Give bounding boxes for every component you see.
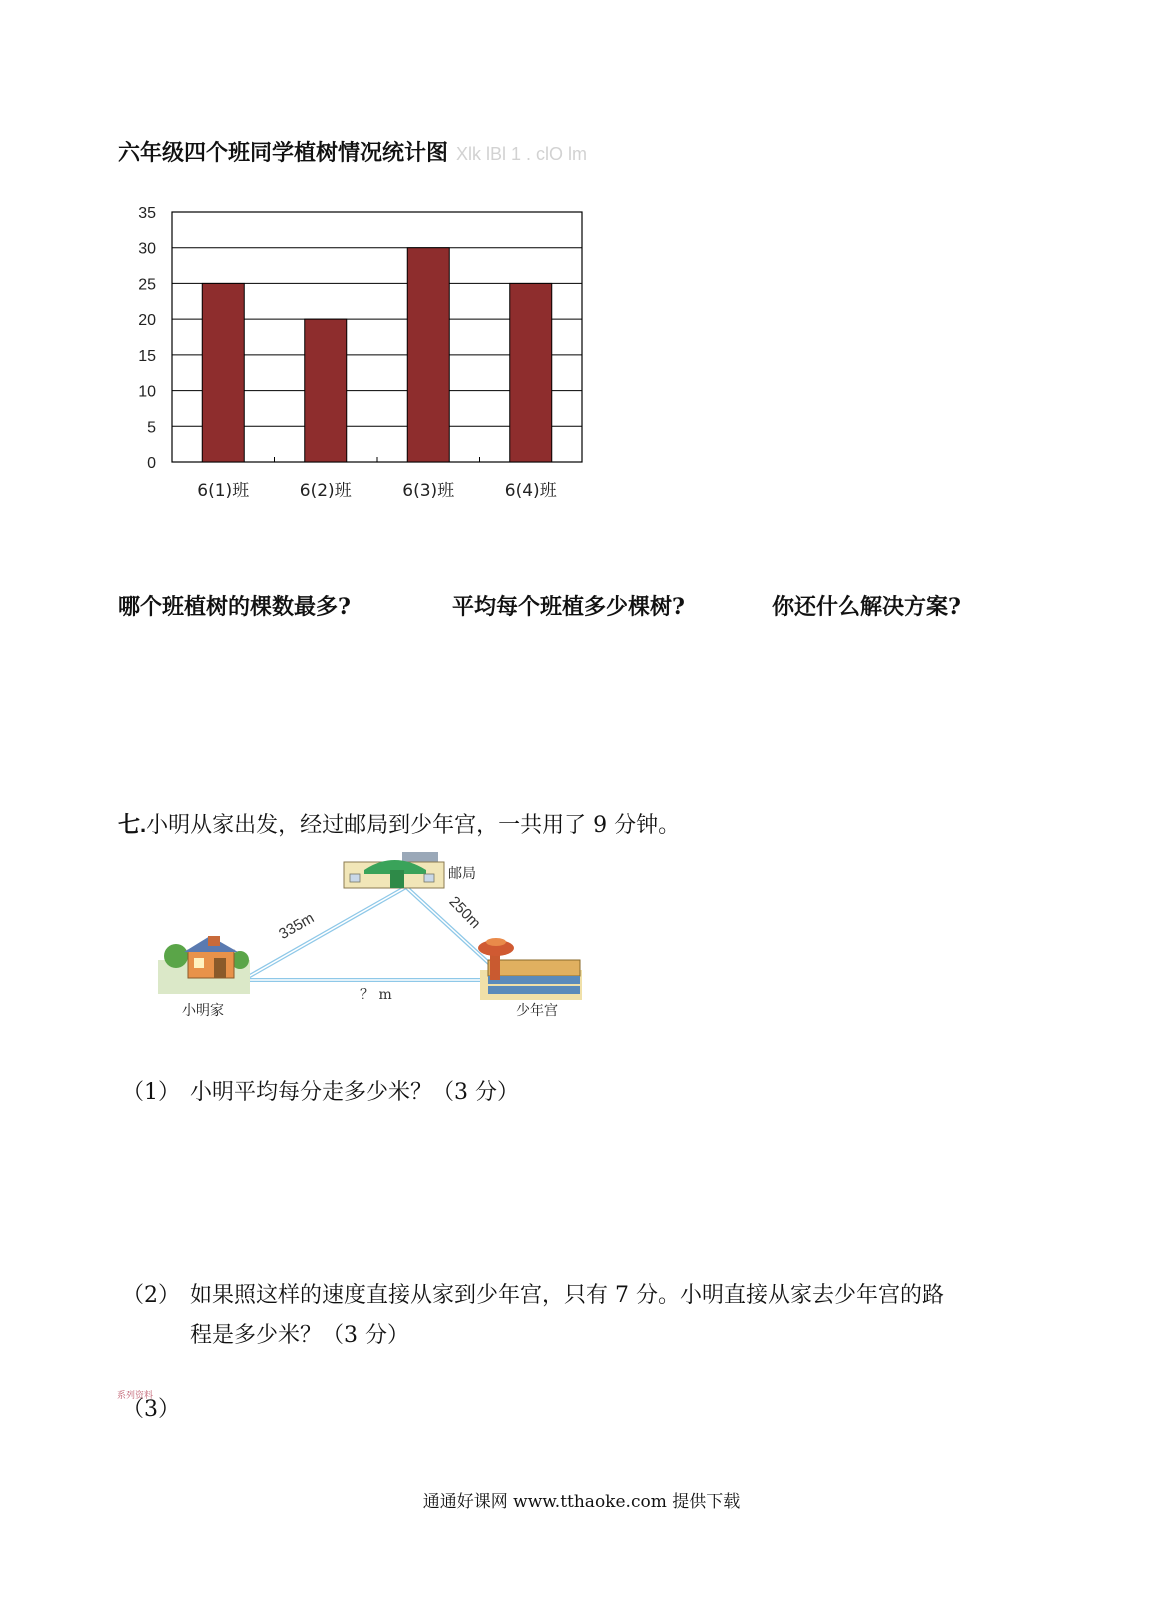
- bar: [305, 319, 347, 462]
- question-other-solution: 你还什么解决方案?: [772, 594, 961, 620]
- post-office-building: [344, 852, 444, 888]
- x-tick-label: 6(4)班: [504, 481, 557, 501]
- x-tick-label: 6(2)班: [299, 481, 352, 501]
- distance-home-palace-label: ？ m: [360, 987, 392, 1003]
- subquestion-2-line-1: 如果照这样的速度直接从家到少年宫，只有 7 分。小明直接从家去少年宫的路: [190, 1283, 944, 1308]
- youth-palace-label: 少年宫: [516, 1003, 558, 1019]
- x-tick-label: 6(3)班: [402, 481, 455, 501]
- y-tick-label: 5: [147, 419, 156, 437]
- bar: [510, 283, 552, 462]
- home-label: 小明家: [182, 1003, 224, 1019]
- post-office-label: 邮局: [448, 866, 476, 882]
- y-tick-label: 30: [138, 240, 156, 258]
- chart-title-text: 六年级四个班同学植树情况统计图: [118, 140, 449, 166]
- section-7-text: 小明从家出发，经过邮局到少年宫，一共用了 9 分钟。: [146, 813, 681, 838]
- bar: [202, 283, 244, 462]
- subquestion-1-number: （1）: [122, 1080, 180, 1105]
- chart-title-watermark: Xlk lBl 1 . clO lm: [456, 144, 588, 164]
- y-tick-label: 0: [147, 455, 156, 472]
- question-most-trees: 哪个班植树的棵数最多?: [118, 594, 351, 620]
- y-tick-label: 15: [138, 347, 156, 365]
- series-note: 系列资料: [117, 1390, 154, 1400]
- y-tick-label: 25: [138, 276, 156, 294]
- distance-home-post-label: 335m: [276, 909, 318, 943]
- section-7-number: 七.: [118, 812, 147, 837]
- y-tick-label: 20: [138, 312, 156, 330]
- subquestion-1-text: 小明平均每分走多少米？（3 分）: [190, 1080, 519, 1105]
- subquestion-2-number: （2）: [122, 1283, 180, 1308]
- home-building: [158, 936, 250, 994]
- y-tick-label: 35: [138, 205, 156, 222]
- youth-palace-building: [478, 938, 582, 1000]
- bar: [407, 248, 449, 462]
- chart-title: [118, 136, 587, 167]
- question-average-trees: 平均每个班植多少棵树?: [452, 594, 685, 620]
- page-footer: 通通好课网 www.tthaoke.com 提供下载: [422, 1492, 741, 1512]
- route-map: [158, 852, 598, 1027]
- x-tick-label: 6(1)班: [197, 481, 250, 501]
- distance-post-palace-label: 250m: [445, 893, 484, 933]
- subquestion-3-number: （3）: [122, 1397, 180, 1422]
- subquestion-2-line-2: 程是多少米？（3 分）: [190, 1323, 409, 1348]
- y-tick-label: 10: [138, 383, 156, 401]
- section-7-heading: [118, 808, 680, 839]
- bar-chart: [120, 200, 600, 510]
